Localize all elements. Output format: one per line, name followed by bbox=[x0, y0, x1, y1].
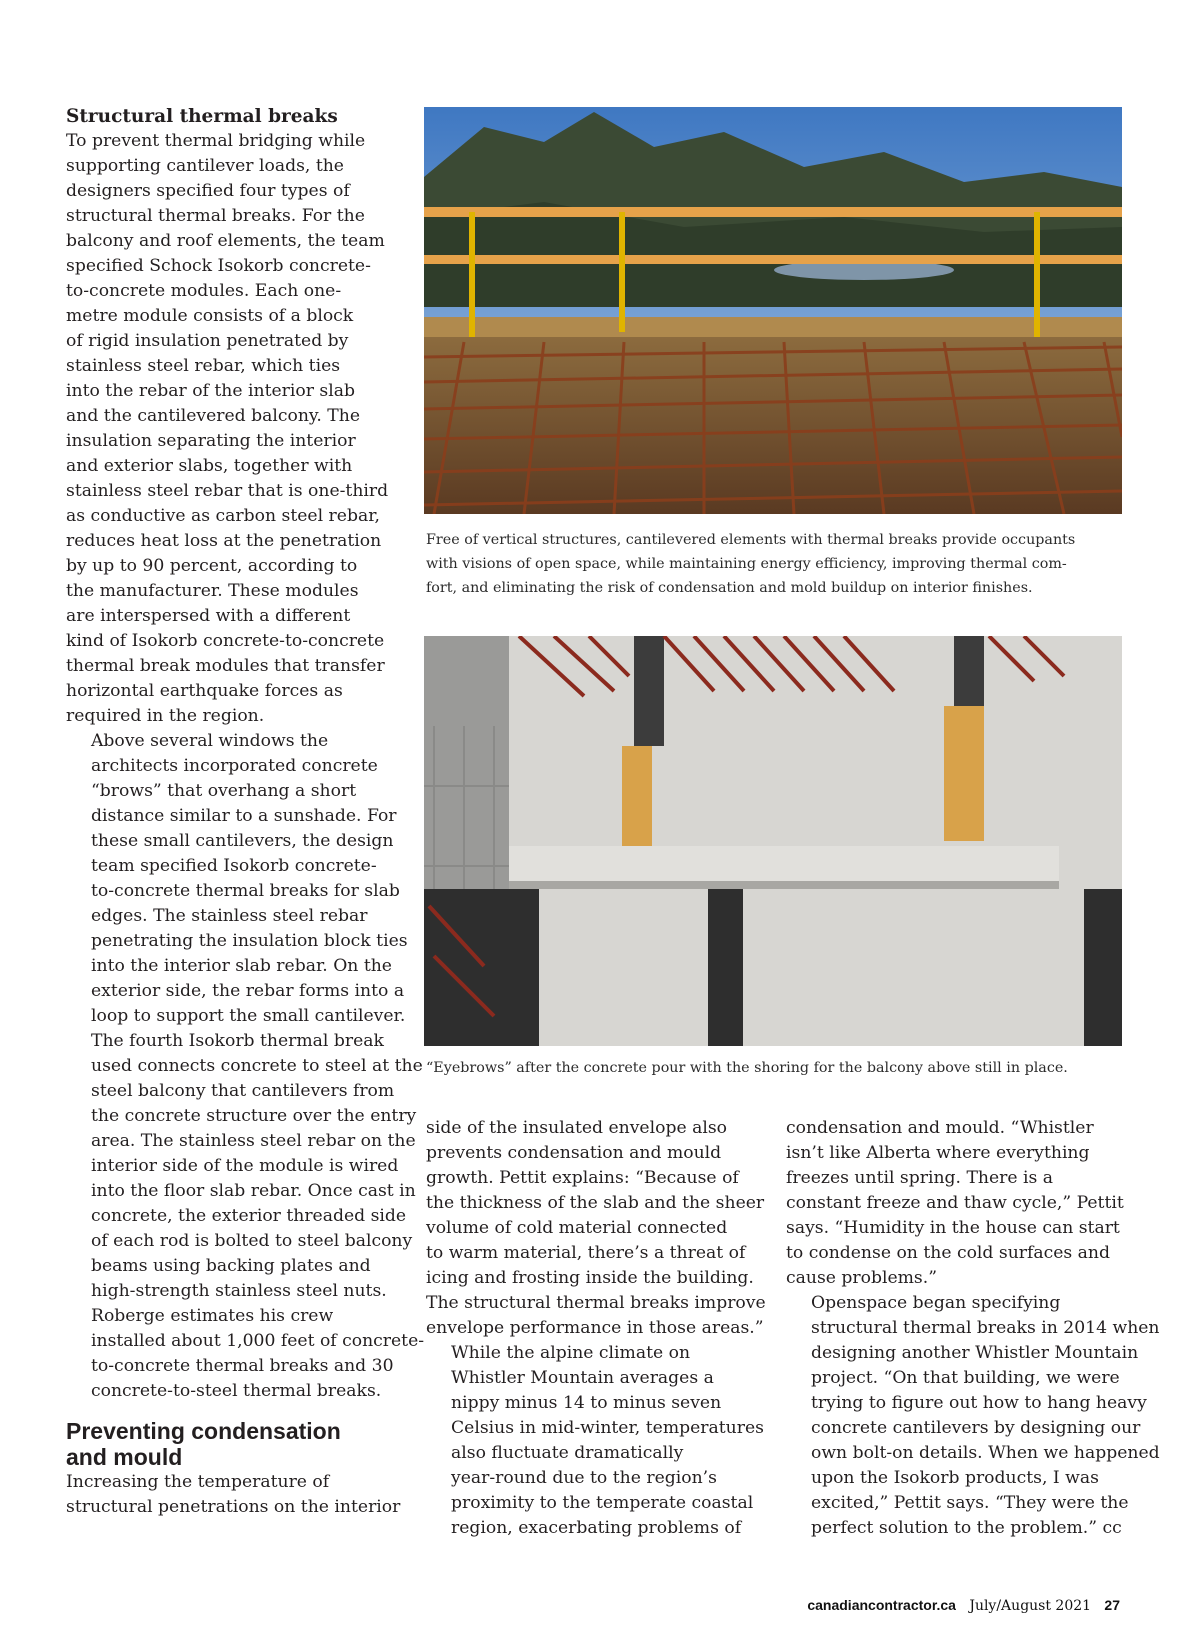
text-line: used connects concrete to steel at the bbox=[91, 1056, 423, 1076]
text-line: concrete, the exterior threaded side bbox=[91, 1206, 407, 1226]
text-line: freezes until spring. There is a bbox=[786, 1168, 1054, 1188]
text-line: concrete-to-steel thermal breaks. bbox=[91, 1381, 382, 1401]
photo2-caption: “Eyebrows” after the concrete pour with the shoring for the balcony above still in place. bbox=[426, 1060, 1068, 1076]
text-line: supporting cantilever loads, the bbox=[66, 156, 344, 176]
text-line: also fluctuate dramatically bbox=[451, 1443, 684, 1463]
text-line: of rigid insulation penetrated by bbox=[66, 331, 349, 351]
paragraph bbox=[66, 1470, 401, 1520]
text-line: Celsius in mid-winter, temperatures bbox=[451, 1418, 764, 1438]
text-line: exterior side, the rebar forms into a bbox=[91, 981, 405, 1001]
footer-issue: July/August 2021 bbox=[969, 1598, 1092, 1614]
text-line: metre module consists of a block bbox=[66, 306, 354, 326]
text-line: and exterior slabs, together with bbox=[66, 456, 353, 476]
text-line: volume of cold material connected bbox=[426, 1218, 728, 1238]
footer-site: canadiancontractor.ca bbox=[807, 1597, 956, 1613]
paragraph bbox=[426, 1341, 776, 1541]
text-line: edges. The stainless steel rebar bbox=[91, 906, 368, 926]
text-line: constant freeze and thaw cycle,” Pettit bbox=[786, 1193, 1124, 1213]
text-line: perfect solution to the problem.” cc bbox=[811, 1518, 1122, 1538]
text-line: insulation separating the interior bbox=[66, 431, 356, 451]
text-line: the manufacturer. These modules bbox=[66, 581, 359, 601]
photo-concrete-eyebrows bbox=[424, 636, 1122, 1046]
text-line: year-round due to the region’s bbox=[451, 1468, 717, 1488]
text-line: proximity to the temperate coastal bbox=[451, 1493, 754, 1513]
text-line: Increasing the temperature of bbox=[66, 1472, 330, 1492]
text-line: the thickness of the slab and the sheer bbox=[426, 1193, 765, 1213]
text-line: excited,” Pettit says. “They were the bbox=[811, 1493, 1129, 1513]
text-line: required in the region. bbox=[66, 706, 265, 726]
text-line: prevents condensation and mould bbox=[426, 1143, 722, 1163]
text-line: by up to 90 percent, according to bbox=[66, 556, 358, 576]
text-line: cause problems.” bbox=[786, 1268, 938, 1288]
text-line: project. “On that building, we were bbox=[811, 1368, 1120, 1388]
paragraph bbox=[426, 1116, 776, 1341]
text-line: Openspace began specifying bbox=[811, 1293, 1061, 1313]
text-line: says. “Humidity in the house can start bbox=[786, 1218, 1120, 1238]
text-line: stainless steel rebar, which ties bbox=[66, 356, 341, 376]
text-line: into the interior slab rebar. On the bbox=[91, 956, 392, 976]
text-line: trying to figure out how to hang heavy bbox=[811, 1393, 1147, 1413]
text-line: isn’t like Alberta where everything bbox=[786, 1143, 1090, 1163]
text-line: Roberge estimates his crew bbox=[91, 1306, 334, 1326]
paragraph bbox=[66, 729, 408, 1029]
text-line: to condense on the cold surfaces and bbox=[786, 1243, 1111, 1263]
text-line: The fourth Isokorb thermal break bbox=[91, 1031, 384, 1051]
text-line: upon the Isokorb products, I was bbox=[811, 1468, 1099, 1488]
text-line: horizontal earthquake forces as bbox=[66, 681, 343, 701]
text-line: and the cantilevered balcony. The bbox=[66, 406, 360, 426]
text-line: architects incorporated concrete bbox=[91, 756, 378, 776]
text-line: thermal break modules that transfer bbox=[66, 656, 385, 676]
text-line: concrete cantilevers by designing our bbox=[811, 1418, 1141, 1438]
text-line: interior side of the module is wired bbox=[91, 1156, 399, 1176]
text-line: fort, and eliminating the risk of condensation and mold buildup on interior finishes. bbox=[426, 580, 1033, 596]
page-footer bbox=[807, 1597, 1120, 1614]
text-line: growth. Pettit explains: “Because of bbox=[426, 1168, 739, 1188]
left-column bbox=[66, 104, 425, 1520]
text-line: reduces heat loss at the penetration bbox=[66, 531, 382, 551]
middle-column bbox=[426, 1116, 776, 1541]
text-line: steel balcony that cantilevers from bbox=[91, 1081, 395, 1101]
text-line: as conductive as carbon steel rebar, bbox=[66, 506, 380, 526]
text-line: The structural thermal breaks improve bbox=[426, 1293, 766, 1313]
text-line: to-concrete thermal breaks for slab bbox=[91, 881, 400, 901]
photo-rebar-cantilever bbox=[424, 107, 1122, 514]
photo1-caption bbox=[426, 528, 1126, 600]
paragraph bbox=[66, 1304, 425, 1404]
text-line: of each rod is bolted to steel balcony bbox=[91, 1231, 413, 1251]
text-line: balcony and roof elements, the team bbox=[66, 231, 385, 251]
text-line: To prevent thermal bridging while bbox=[66, 131, 366, 151]
text-line: kind of Isokorb concrete-to-concrete bbox=[66, 631, 385, 651]
text-line: installed about 1,000 feet of concrete- bbox=[91, 1331, 425, 1351]
section-heading: Structural thermal breaks bbox=[66, 106, 338, 127]
paragraph bbox=[66, 1029, 423, 1304]
text-line: loop to support the small cantilever. bbox=[91, 1006, 406, 1026]
text-line: nippy minus 14 to minus seven bbox=[451, 1393, 722, 1413]
text-line: team specified Isokorb concrete- bbox=[91, 856, 377, 876]
text-line: with visions of open space, while maintaining energy efficiency, improving thermal com- bbox=[426, 556, 1067, 572]
text-line: high-strength stainless steel nuts. bbox=[91, 1281, 387, 1301]
text-line: “brows” that overhang a short bbox=[91, 781, 357, 801]
page-number: 27 bbox=[1104, 1597, 1120, 1613]
text-line: and mould bbox=[66, 1444, 183, 1470]
paragraph bbox=[66, 129, 396, 729]
text-line: Free of vertical structures, cantilevered elements with thermal breaks provide occupants bbox=[426, 532, 1076, 548]
paragraph bbox=[786, 1291, 1160, 1541]
text-line: own bolt-on details. When we happened bbox=[811, 1443, 1160, 1463]
text-line: distance similar to a sunshade. For bbox=[91, 806, 397, 826]
text-line: beams using backing plates and bbox=[91, 1256, 371, 1276]
text-line: are interspersed with a different bbox=[66, 606, 351, 626]
paragraph bbox=[786, 1116, 1136, 1291]
text-line: specified Schock Isokorb concrete- bbox=[66, 256, 371, 276]
text-line: condensation and mould. “Whistler bbox=[786, 1118, 1094, 1138]
text-line: into the rebar of the interior slab bbox=[66, 381, 355, 401]
text-line: designing another Whistler Mountain bbox=[811, 1343, 1139, 1363]
text-line: side of the insulated envelope also bbox=[426, 1118, 727, 1138]
text-line: to-concrete modules. Each one- bbox=[66, 281, 342, 301]
text-line: structural thermal breaks in 2014 when bbox=[811, 1318, 1160, 1338]
section-heading-2 bbox=[66, 1418, 396, 1470]
text-line: to-concrete thermal breaks and 30 bbox=[91, 1356, 394, 1376]
text-line: into the floor slab rebar. Once cast in bbox=[91, 1181, 416, 1201]
text-line: Preventing condensation bbox=[66, 1418, 341, 1444]
text-line: area. The stainless steel rebar on the bbox=[91, 1131, 416, 1151]
text-line: icing and frosting inside the building. bbox=[426, 1268, 754, 1288]
text-line: Whistler Mountain averages a bbox=[451, 1368, 714, 1388]
text-line: penetrating the insulation block ties bbox=[91, 931, 408, 951]
text-line: the concrete structure over the entry bbox=[91, 1106, 417, 1126]
text-line: While the alpine climate on bbox=[451, 1343, 691, 1363]
text-line: to warm material, there’s a threat of bbox=[426, 1243, 746, 1263]
text-line: structural thermal breaks. For the bbox=[66, 206, 365, 226]
text-line: stainless steel rebar that is one-third bbox=[66, 481, 389, 501]
text-line: Above several windows the bbox=[91, 731, 329, 751]
right-column bbox=[786, 1116, 1160, 1541]
text-line: region, exacerbating problems of bbox=[451, 1518, 742, 1538]
text-line: designers specified four types of bbox=[66, 181, 350, 201]
text-line: envelope performance in those areas.” bbox=[426, 1318, 764, 1338]
text-line: structural penetrations on the interior bbox=[66, 1497, 401, 1517]
text-line: these small cantilevers, the design bbox=[91, 831, 394, 851]
